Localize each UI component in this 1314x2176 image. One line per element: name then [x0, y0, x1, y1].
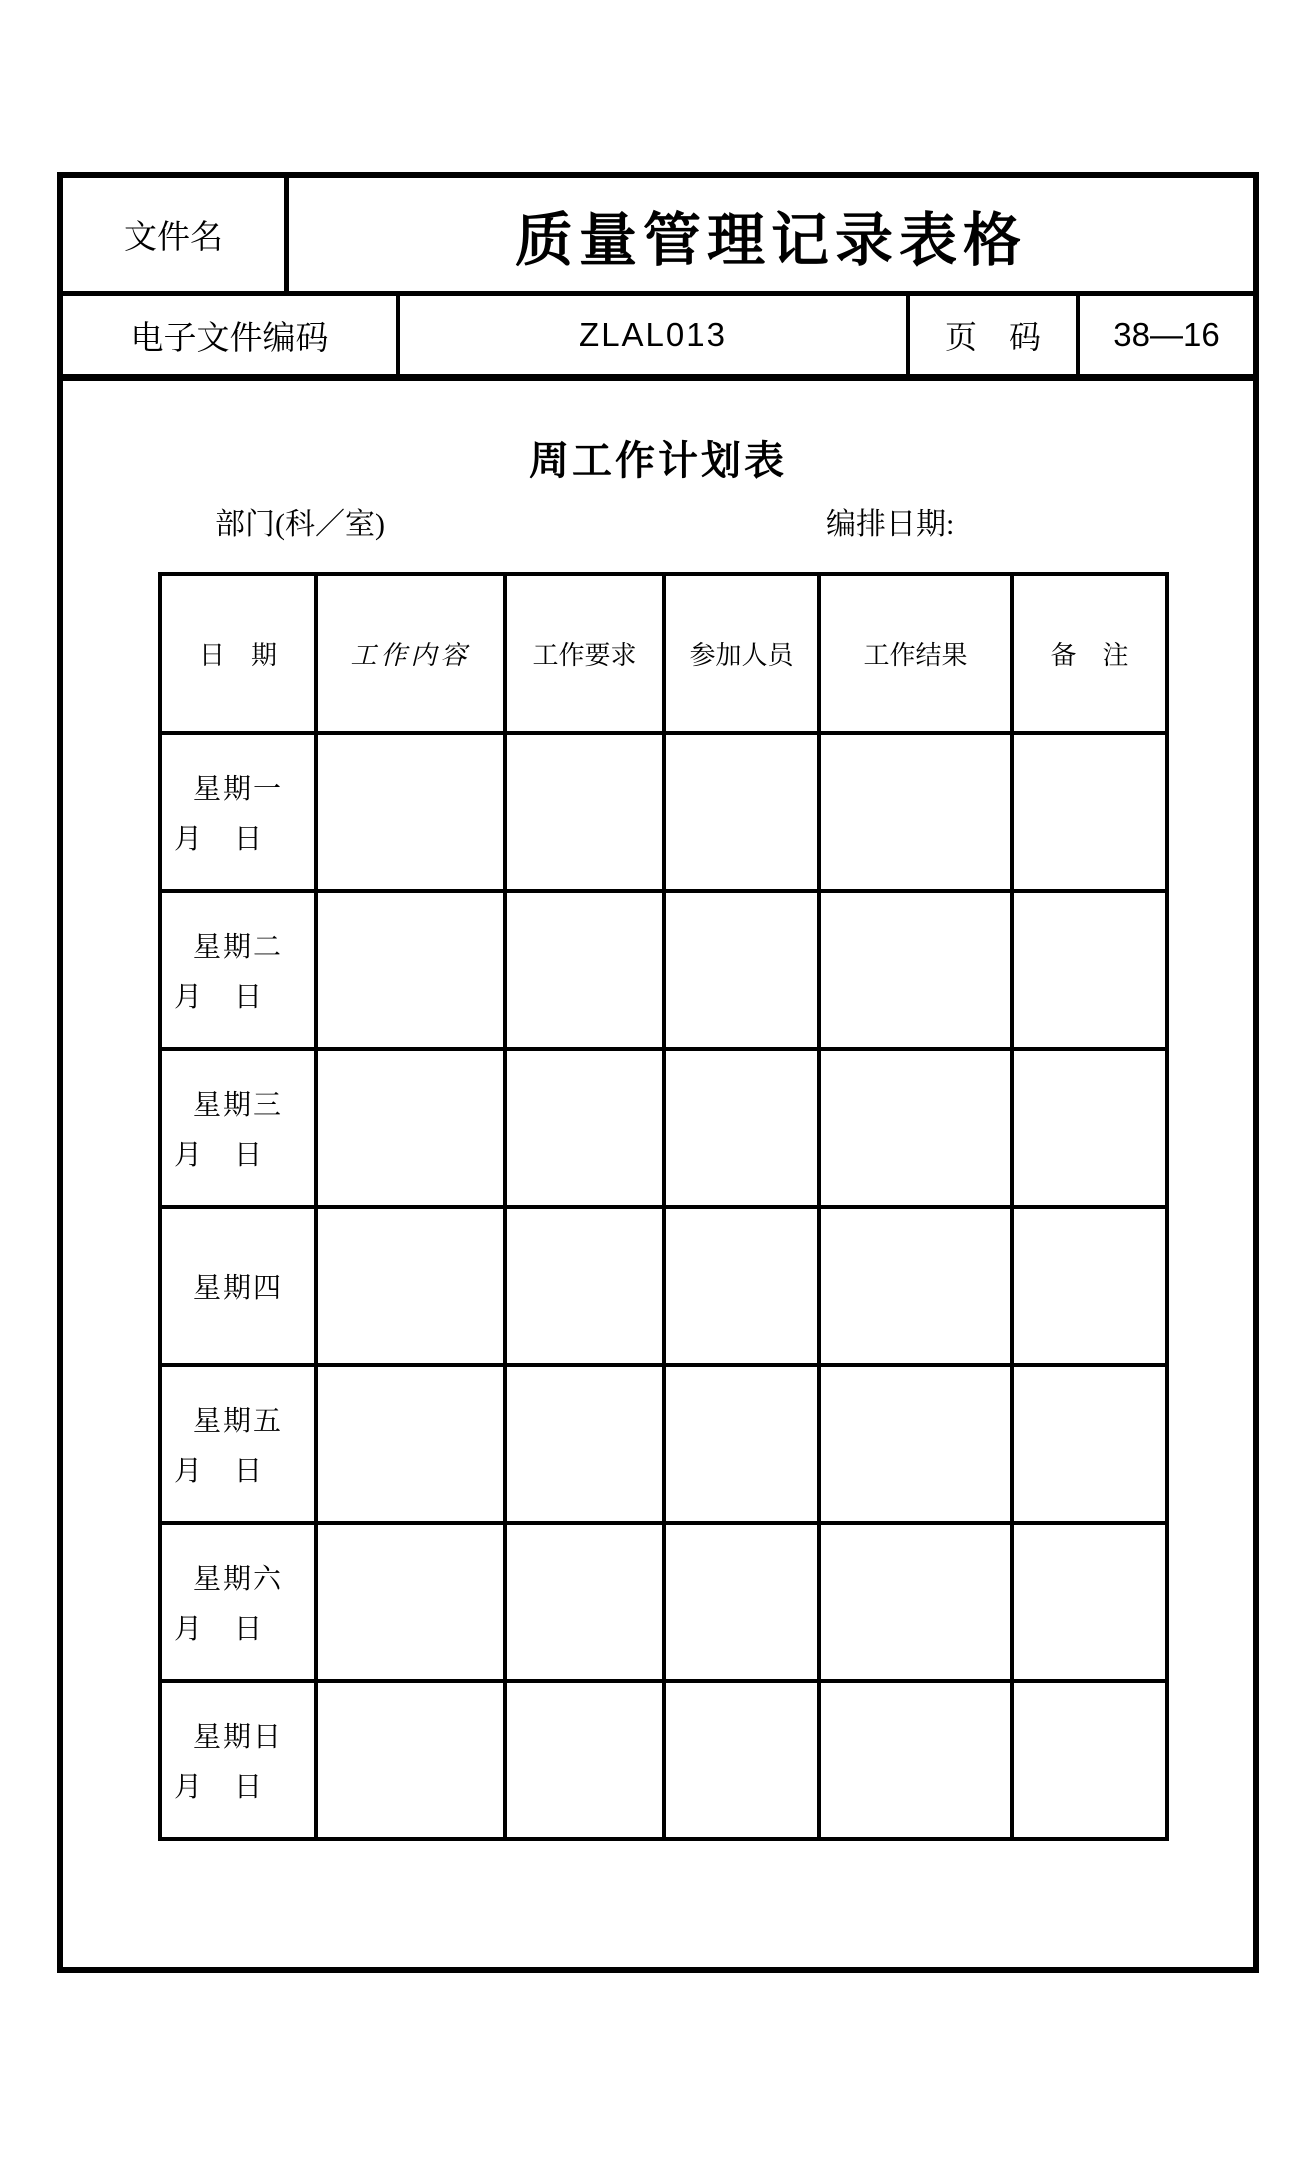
document-code-row [63, 296, 1253, 381]
month-label: 月 [174, 982, 203, 1013]
form-body [63, 381, 1253, 1959]
column-header-work-result: 工作结果 [819, 574, 1012, 733]
empty-cell [819, 1049, 1012, 1207]
empty-cell [316, 891, 505, 1049]
day-label: 日 [233, 1456, 262, 1487]
table-row-tuesday [160, 891, 1167, 1049]
month-label: 月 [174, 1456, 203, 1487]
month-day-blanks [162, 817, 314, 857]
empty-cell [819, 1365, 1012, 1523]
empty-cell [664, 1681, 819, 1839]
table-row-sunday [160, 1681, 1167, 1839]
empty-cell [664, 733, 819, 891]
empty-cell [1012, 891, 1167, 1049]
day-cell [160, 1365, 316, 1523]
plan-date-label: 编排日期: [826, 508, 955, 541]
empty-cell [664, 891, 819, 1049]
electronic-file-code-value: ZLAL013 [400, 296, 910, 374]
empty-cell [1012, 1681, 1167, 1839]
empty-cell [316, 1049, 505, 1207]
column-header-date: 日 期 [160, 574, 316, 733]
empty-cell [505, 1681, 664, 1839]
empty-cell [505, 1365, 664, 1523]
empty-cell [316, 1681, 505, 1839]
month-label: 月 [174, 1614, 203, 1645]
form-title: 周工作计划表 [529, 439, 787, 483]
empty-cell [664, 1523, 819, 1681]
month-day-blanks [162, 975, 314, 1015]
column-header-participants: 参加人员 [664, 574, 819, 733]
column-header-work-requirement: 工作要求 [505, 574, 664, 733]
empty-cell [316, 733, 505, 891]
electronic-file-code-label: 电子文件编码 [63, 296, 400, 374]
day-cell [160, 1523, 316, 1681]
table-row-thursday [160, 1207, 1167, 1365]
table-row-saturday [160, 1523, 1167, 1681]
page-number-label: 页 码 [910, 296, 1080, 374]
day-cell [160, 1049, 316, 1207]
day-cell [160, 891, 316, 1049]
day-label: 日 [233, 1614, 262, 1645]
empty-cell [819, 1523, 1012, 1681]
table-row-friday [160, 1365, 1167, 1523]
day-cell [160, 1681, 316, 1839]
month-day-blanks [162, 1765, 314, 1805]
weekday-label: 星期日 [192, 1722, 283, 1753]
day-label: 日 [233, 1772, 262, 1803]
weekly-plan-table [158, 572, 1169, 1841]
day-label: 日 [233, 982, 262, 1013]
empty-cell [1012, 1523, 1167, 1681]
day-label: 日 [233, 824, 262, 855]
empty-cell [1012, 1207, 1167, 1365]
empty-cell [819, 891, 1012, 1049]
weekday-label: 星期六 [192, 1564, 283, 1595]
document-title-cell [289, 178, 1253, 291]
empty-cell [819, 1681, 1012, 1839]
empty-cell [505, 733, 664, 891]
empty-cell [505, 1207, 664, 1365]
empty-cell [316, 1523, 505, 1681]
table-row-monday [160, 733, 1167, 891]
page-number-value: 38—16 [1113, 316, 1220, 353]
empty-cell [316, 1365, 505, 1523]
weekday-label: 星期四 [192, 1273, 283, 1304]
table-header-row [160, 574, 1167, 733]
file-name-label-cell [63, 178, 289, 291]
weekday-label: 星期一 [192, 774, 283, 805]
empty-cell [505, 891, 664, 1049]
month-label: 月 [174, 1772, 203, 1803]
empty-cell [664, 1365, 819, 1523]
empty-cell [1012, 1049, 1167, 1207]
file-name-label: 文件名 [124, 218, 223, 255]
weekday-label: 星期二 [192, 932, 283, 963]
month-day-blanks [162, 1449, 314, 1489]
month-day-blanks [162, 1133, 314, 1173]
weekday-label: 星期五 [192, 1406, 283, 1437]
empty-cell [1012, 1365, 1167, 1523]
empty-cell [664, 1207, 819, 1365]
empty-cell [1012, 733, 1167, 891]
month-label: 月 [174, 824, 203, 855]
day-label: 日 [233, 1140, 262, 1171]
month-day-blanks [162, 1607, 314, 1647]
empty-cell [664, 1049, 819, 1207]
table-row-wednesday [160, 1049, 1167, 1207]
empty-cell [819, 1207, 1012, 1365]
empty-cell [316, 1207, 505, 1365]
column-header-work-content: 工作内容 [316, 574, 505, 733]
document-header-row [63, 178, 1253, 296]
page-border-box [57, 172, 1259, 1973]
empty-cell [819, 733, 1012, 891]
day-cell [160, 1207, 316, 1365]
empty-cell [505, 1049, 664, 1207]
column-header-remarks: 备 注 [1012, 574, 1167, 733]
month-label: 月 [174, 1140, 203, 1171]
form-meta-line [63, 499, 1253, 539]
empty-cell [505, 1523, 664, 1681]
department-label: 部门(科／室) [215, 508, 385, 541]
document-title: 质量管理记录表格 [514, 207, 1027, 273]
day-cell [160, 733, 316, 891]
weekday-label: 星期三 [192, 1090, 283, 1121]
